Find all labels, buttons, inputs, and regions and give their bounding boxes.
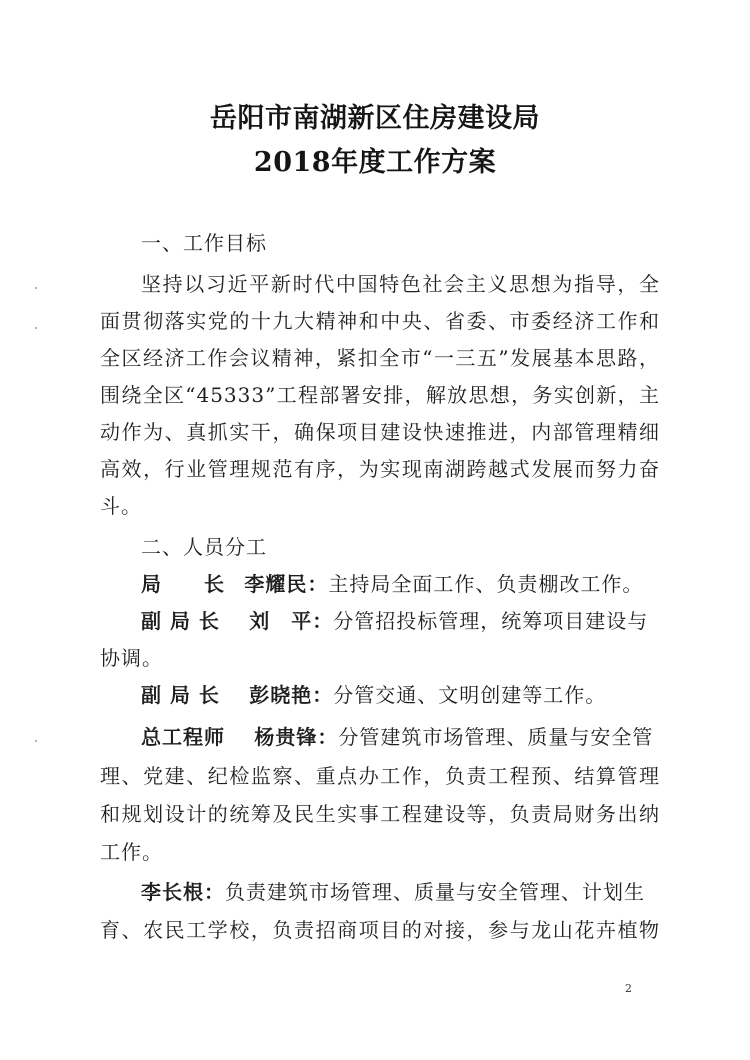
document-title: 岳阳市南湖新区住房建设局 [210,103,540,134]
staff-name: 李长根： [141,880,225,904]
paragraph-line: 斗。 [100,494,142,518]
staff-row [141,571,643,597]
scan-speck [35,740,37,742]
staff-duty: 分管建筑市场管理、质量与安全管 [338,725,654,749]
staff-duty: 分管交通、文明创建等工作。 [333,683,607,707]
staff-duty: 主持局全面工作、负责棚改工作。 [328,572,644,596]
paragraph-line: 面贯彻落实党的十九大精神和中央、省委、市委经济工作和 [100,309,660,333]
scan-speck [35,327,37,329]
paragraph-line: 协调。 [100,646,163,670]
paragraph-line: 工作。 [100,840,163,864]
staff-name: 刘 平： [249,609,334,633]
staff-role: 总工程师 [141,725,225,749]
staff-role: 局 长 [141,572,225,596]
staff-name: 李耀民： [244,572,329,596]
staff-row [141,879,645,905]
staff-duty: 负责建筑市场管理、质量与安全管理、计划生 [225,880,645,904]
page-number: 2 [625,982,632,995]
scan-speck [35,287,37,289]
staff-name: 杨贵锋： [254,725,339,749]
paragraph-line: 育、农民工学校，负责招商项目的对接，参与龙山花卉植物 [100,918,660,942]
document-subtitle: 2018年度工作方案 [253,147,497,178]
section-heading-staff: 二、人员分工 [141,535,267,559]
paragraph-line: 高效，行业管理规范有序，为实现南湖跨越式发展而努力奋 [100,457,660,481]
paragraph-line: 动作为、真抓实干，确保项目建设快速推进，内部管理精细 [100,420,660,444]
staff-role: 副 局 长 [141,609,220,633]
paragraph-line: 围绕全区“45333”工程部署安排，解放思想，务实创新，主 [100,383,660,407]
staff-role: 副 局 长 [141,683,220,707]
staff-row [141,724,653,750]
staff-row [141,608,648,634]
paragraph-line: 理、党建、纪检监察、重点办工作，负责工程预、结算管理 [100,764,660,788]
staff-name: 彭晓艳： [249,683,334,707]
paragraph-line: 和规划设计的统筹及民生实事工程建设等，负责局财务出纳 [100,802,660,826]
paragraph-line: 坚持以习近平新时代中国特色社会主义思想为指导，全 [141,272,660,296]
staff-row [141,682,606,708]
section-heading-goals: 一、工作目标 [141,231,267,255]
staff-duty: 分管招投标管理，统筹项目建设与 [333,609,649,633]
paragraph-line: 全区经济工作会议精神，紧扣全市“一三五”发展基本思路， [100,346,660,370]
